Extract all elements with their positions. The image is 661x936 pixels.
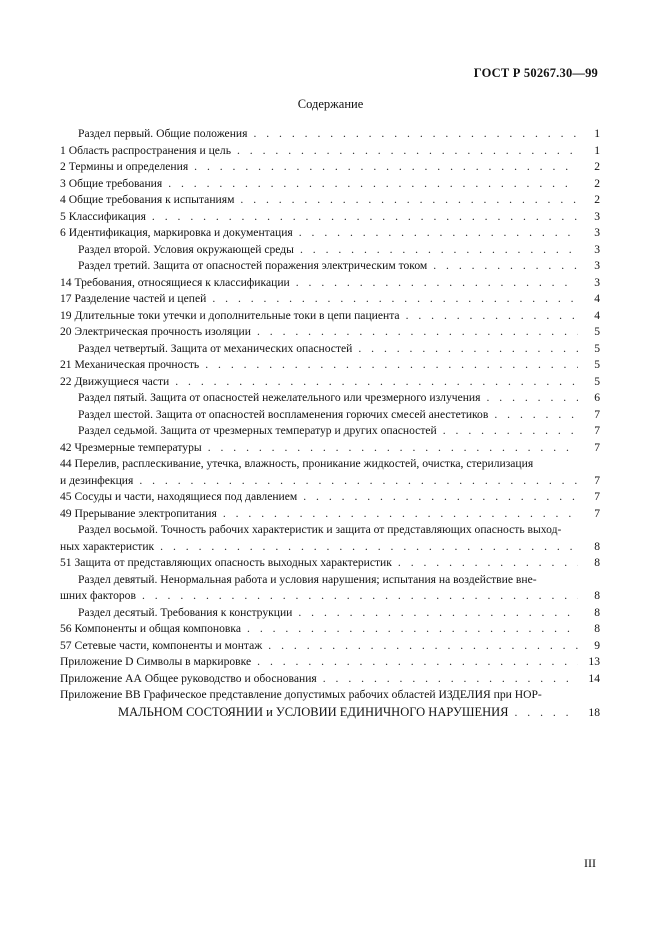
toc-entry-text: МАЛЬНОМ СОСТОЯНИИ и УСЛОВИИ ЕДИНИЧНОГО НАРУШЕНИЯ <box>118 704 509 719</box>
toc-entry[interactable] <box>60 423 600 440</box>
leader-dots <box>168 176 578 193</box>
toc-entry-text: Раздел седьмой. Защита от чрезмерных температур и других опасностей <box>78 424 437 437</box>
toc-page-number: 5 <box>594 325 600 338</box>
toc-page-number: 13 <box>588 655 600 668</box>
toc-entry[interactable] <box>60 126 600 143</box>
toc-entry-text: Раздел третий. Защита от опасностей поражения электрическим током <box>78 259 428 272</box>
toc-page-number: 8 <box>594 622 600 635</box>
leader-dots <box>298 605 578 622</box>
leader-dots <box>299 225 578 242</box>
toc-entry-section-8[interactable] <box>60 522 600 555</box>
toc-entry-text: 57 Сетевые части, компоненты и монтаж <box>60 638 263 652</box>
leader-dots <box>160 539 578 556</box>
toc-entry-text: Приложение АА Общее руководство и обоснования <box>60 671 317 685</box>
toc-entry-51[interactable] <box>60 555 600 572</box>
toc-entry[interactable] <box>60 291 600 308</box>
toc-page-number: 4 <box>594 292 600 305</box>
toc-entry[interactable] <box>60 407 600 424</box>
toc-entry[interactable] <box>60 489 600 506</box>
toc-entry[interactable] <box>60 209 600 226</box>
toc-title: Содержание <box>297 97 364 111</box>
toc-page-number: 3 <box>594 226 600 239</box>
toc-entry[interactable] <box>60 275 600 292</box>
table-of-contents <box>60 126 600 720</box>
toc-page-number: 7 <box>594 490 600 503</box>
toc-entry-text: 2 Термины и определения <box>60 160 189 173</box>
toc-entry[interactable] <box>60 605 600 622</box>
toc-page-number: 7 <box>594 407 600 421</box>
toc-entry[interactable] <box>60 654 600 671</box>
toc-entry-text: 5 Классификация <box>60 209 146 223</box>
leader-dots <box>486 390 578 407</box>
toc-entry[interactable] <box>60 242 600 259</box>
leader-dots <box>296 275 578 292</box>
page-folio: III <box>584 856 596 870</box>
toc-page-number: 7 <box>594 440 600 454</box>
leader-dots <box>514 705 578 722</box>
toc-entry[interactable] <box>60 374 600 391</box>
leader-dots <box>205 357 578 374</box>
leader-dots <box>223 506 578 523</box>
leader-dots <box>303 489 578 506</box>
toc-entry-text: шних факторов <box>60 589 136 602</box>
leader-dots <box>433 258 578 275</box>
toc-entry[interactable] <box>60 192 600 209</box>
toc-entry[interactable] <box>60 621 600 638</box>
leader-dots <box>257 654 578 671</box>
toc-entry-44[interactable] <box>60 456 600 489</box>
toc-entry-text: Раздел девятый. Ненормальная работа и условия нарушения; испытания на воздействие вне- <box>78 572 537 586</box>
toc-entry[interactable] <box>60 440 600 457</box>
toc-page-number: 18 <box>588 705 600 719</box>
toc-entry-text: Раздел пятый. Защита от опасностей нежелательного или чрезмерного излучения <box>78 391 481 404</box>
toc-entry[interactable] <box>60 258 600 275</box>
toc-entry[interactable] <box>60 308 600 325</box>
toc-entry-text: 17 Разделение частей и цепей <box>60 292 207 305</box>
toc-page-number: 2 <box>594 193 600 206</box>
leader-dots <box>237 143 578 160</box>
leader-dots <box>300 242 578 259</box>
leader-dots <box>494 407 578 424</box>
toc-entry[interactable] <box>60 390 600 407</box>
toc-page-number: 3 <box>594 209 600 223</box>
toc-page-number: 8 <box>594 589 600 602</box>
leader-dots <box>152 209 578 226</box>
leader-dots <box>406 308 578 325</box>
toc-entry-section-9[interactable] <box>60 572 600 605</box>
toc-page-number: 5 <box>594 374 600 388</box>
leader-dots <box>247 621 578 638</box>
toc-entry-text: Раздел десятый. Требования к конструкции <box>78 605 293 619</box>
toc-page-number: 5 <box>594 341 600 355</box>
toc-entry-text: 6 Идентификация, маркировка и документация <box>60 226 293 239</box>
toc-page-number: 5 <box>594 358 600 371</box>
toc-entry[interactable] <box>60 225 600 242</box>
toc-page-number: 1 <box>594 143 600 157</box>
toc-page-number: 8 <box>594 556 600 569</box>
toc-entry-text: 19 Длительные токи утечки и дополнительные токи в цепи пациента <box>60 308 400 322</box>
toc-entry-text: 44 Перелив, расплескивание, утечка, влажность, проникание жидкостей, очистка, стерилизация <box>60 457 534 470</box>
toc-entry-text: 21 Механическая прочность <box>60 358 200 371</box>
toc-entry-text: 42 Чрезмерные температуры <box>60 440 202 454</box>
leader-dots <box>175 374 578 391</box>
toc-page-number: 14 <box>588 671 600 685</box>
toc-page-number: 3 <box>594 242 600 256</box>
toc-entry[interactable] <box>60 671 600 688</box>
leader-dots <box>443 423 578 440</box>
leader-dots <box>194 159 578 176</box>
leader-dots <box>268 638 578 655</box>
toc-page-number: 2 <box>594 176 600 190</box>
leader-dots <box>358 341 578 358</box>
toc-entry-text: 20 Электрическая прочность изоляции <box>60 325 251 338</box>
standard-code: ГОСТ Р 50267.30—99 <box>473 66 598 80</box>
toc-page-number: 7 <box>594 424 600 437</box>
toc-entry[interactable] <box>60 324 600 341</box>
toc-page-number: 7 <box>594 473 600 487</box>
toc-page-number: 8 <box>594 605 600 619</box>
toc-entry[interactable] <box>60 176 600 193</box>
toc-entry-text: Раздел восьмой. Точность рабочих характеристик и защита от представляющих опасность выход- <box>78 523 562 536</box>
toc-entry[interactable] <box>60 143 600 160</box>
leader-dots <box>208 440 578 457</box>
leader-dots <box>253 126 578 143</box>
toc-entry-text: ных характеристик <box>60 539 155 553</box>
leader-dots <box>257 324 578 341</box>
leader-dots <box>212 291 578 308</box>
toc-page-number: 3 <box>594 259 600 272</box>
toc-entry[interactable] <box>60 638 600 655</box>
toc-entry-text: 51 Защита от представляющих опасность выходных характеристик <box>60 556 392 569</box>
toc-entry-text: 14 Требования, относящиеся к классификации <box>60 275 290 289</box>
toc-entry-text: 45 Сосуды и части, находящиеся под давлением <box>60 490 298 503</box>
toc-entry-text: 49 Прерывание электропитания <box>60 506 217 520</box>
toc-page-number: 2 <box>594 160 600 173</box>
toc-entry-text: и дезинфекция <box>60 473 134 487</box>
toc-entry-text: Раздел первый. Общие положения <box>78 127 248 140</box>
toc-entry-text: Раздел шестой. Защита от опасностей воспламенения горючих смесей анестетиков <box>78 407 489 421</box>
toc-entry-text: 4 Общие требования к испытаниям <box>60 193 235 206</box>
toc-entry-text: Приложение D Символы в маркировке <box>60 655 252 668</box>
toc-entry[interactable] <box>60 357 600 374</box>
toc-page-number: 4 <box>594 308 600 322</box>
toc-page-number: 6 <box>594 391 600 404</box>
toc-page-number: 7 <box>594 506 600 520</box>
toc-page-number: 8 <box>594 539 600 553</box>
toc-page-number: 1 <box>594 127 600 140</box>
toc-entry-text: 3 Общие требования <box>60 176 163 190</box>
toc-page-number: 9 <box>594 638 600 652</box>
toc-entry-text: 56 Компоненты и общая компоновка <box>60 622 242 635</box>
toc-entry-text: Раздел второй. Условия окружающей среды <box>78 242 294 256</box>
leader-dots <box>398 555 578 572</box>
leader-dots <box>323 671 578 688</box>
leader-dots <box>240 192 578 209</box>
toc-entry-appendix-bb[interactable] <box>60 687 600 720</box>
toc-entry[interactable] <box>60 506 600 523</box>
toc-entry-text: 22 Движущиеся части <box>60 374 170 388</box>
toc-page-number: 3 <box>594 275 600 289</box>
leader-dots <box>142 588 578 605</box>
toc-entry-text: 1 Область распространения и цель <box>60 143 231 157</box>
toc-entry[interactable] <box>60 341 600 358</box>
toc-entry-text: Раздел четвертый. Защита от механических опасностей <box>78 341 353 355</box>
leader-dots <box>139 473 578 490</box>
toc-entry-text: Приложение ВВ Графическое представление допустимых рабочих областей ИЗДЕЛИЯ при НОР- <box>60 688 542 701</box>
toc-entry[interactable] <box>60 159 600 176</box>
